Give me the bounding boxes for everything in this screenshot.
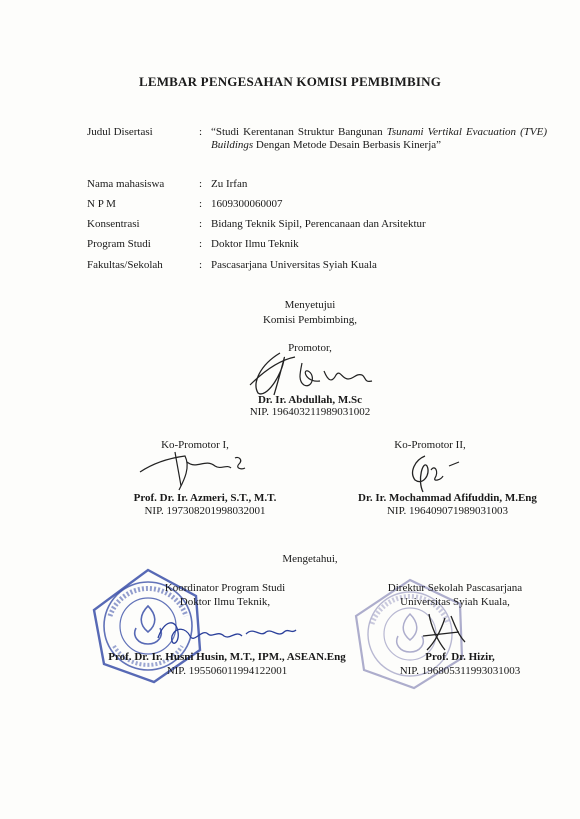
coordinator-role-1: Koordinator Program Studi bbox=[164, 582, 286, 594]
promotor-name: Dr. Ir. Abdullah, M.Sc bbox=[257, 394, 363, 406]
field-study-program bbox=[87, 238, 547, 251]
field-colon: : bbox=[199, 238, 203, 250]
field-npm bbox=[87, 198, 547, 211]
field-value: 1609300060007 bbox=[211, 198, 283, 210]
field-colon: : bbox=[199, 259, 203, 271]
copromotor2-name: Dr. Ir. Mochammad Afifuddin, M.Eng bbox=[358, 492, 537, 504]
promotor-signature bbox=[240, 345, 380, 400]
field-colon: : bbox=[199, 218, 203, 230]
coordinator-nip: NIP. 195506011994122001 bbox=[166, 665, 288, 677]
director-name: Prof. Dr. Hizir, bbox=[425, 651, 495, 663]
director-role-2: Universitas Syiah Kuala, bbox=[400, 596, 510, 608]
copromotor1-role: Ko-Promotor I, bbox=[161, 439, 229, 451]
director-nip: NIP. 196805311993031003 bbox=[399, 665, 521, 677]
committee-label: Komisi Pembimbing, bbox=[262, 314, 358, 326]
copromotor1-signature bbox=[135, 448, 255, 493]
field-value: “Studi Kerentanan Struktur Bangunan Tsunami Vertikal Evacuation (TVE) Buildings Dengan Metode Desain Berbasis Kinerja” bbox=[211, 126, 547, 151]
field-dissertation-title bbox=[87, 126, 547, 152]
field-label: N P M bbox=[87, 198, 116, 210]
copromotor2-role: Ko-Promotor II, bbox=[394, 439, 466, 451]
field-value: Pascasarjana Universitas Syiah Kuala bbox=[211, 259, 377, 271]
document-title: LEMBAR PENGESAHAN KOMISI PEMBIMBING bbox=[138, 74, 442, 89]
coordinator-signature bbox=[150, 608, 300, 653]
field-colon: : bbox=[199, 198, 203, 210]
field-concentration bbox=[87, 218, 547, 231]
approval-label: Menyetujui bbox=[284, 299, 336, 311]
promotor-role: Promotor, bbox=[288, 342, 332, 354]
copromotor2-signature bbox=[395, 450, 475, 495]
field-label: Program Studi bbox=[87, 238, 151, 250]
field-label: Fakultas/Sekolah bbox=[87, 259, 163, 271]
field-label: Judul Disertasi bbox=[87, 126, 153, 138]
copromotor1-nip: NIP. 197308201998032001 bbox=[144, 505, 266, 517]
field-label: Nama mahasiswa bbox=[87, 178, 165, 190]
coordinator-name: Prof. Dr. Ir. Husni Husin, M.T., IPM., ASEAN.Eng bbox=[108, 651, 346, 663]
field-value: Zu Irfan bbox=[211, 178, 248, 190]
director-signature bbox=[415, 610, 475, 655]
field-colon: : bbox=[199, 126, 203, 138]
copromotor2-nip: NIP. 196409071989031003 bbox=[386, 505, 508, 517]
promotor-nip: NIP. 196403211989031002 bbox=[249, 406, 371, 418]
acknowledge-label: Mengetahui, bbox=[282, 553, 338, 565]
copromotor1-name: Prof. Dr. Ir. Azmeri, S.T., M.T. bbox=[133, 492, 277, 504]
field-label: Konsentrasi bbox=[87, 218, 140, 230]
director-role-1: Direktur Sekolah Pascasarjana bbox=[387, 582, 523, 594]
field-value: Bidang Teknik Sipil, Perencanaan dan Arsitektur bbox=[211, 218, 426, 230]
field-colon: : bbox=[199, 178, 203, 190]
field-value: Doktor Ilmu Teknik bbox=[211, 238, 299, 250]
field-faculty bbox=[87, 259, 547, 272]
field-student-name bbox=[87, 178, 547, 191]
coordinator-role-2: Doktor Ilmu Teknik, bbox=[179, 596, 271, 608]
